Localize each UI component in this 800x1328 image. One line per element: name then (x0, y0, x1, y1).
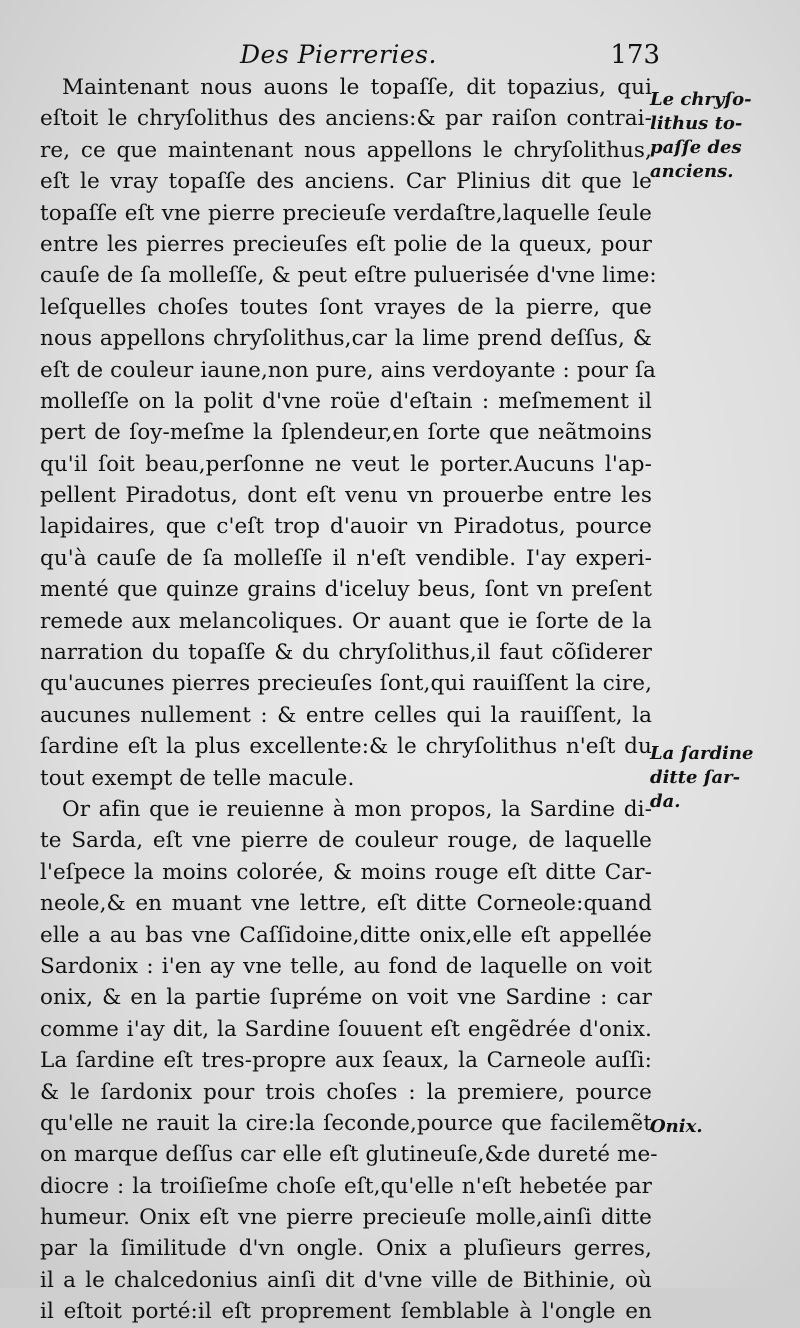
text-line: Maintenant nous auons le topaſſe, dit topazius, qui (62, 75, 652, 100)
margin-note-line: lithus to- (650, 113, 743, 134)
text-line: cauſe de ſa molleſſe, & peut eſtre puluerisée d'vne lime: (40, 263, 657, 289)
text-line: il a le chalcedonius ainſi dit d'vne ville de Bithinie, où (40, 1267, 652, 1293)
text-line: diocre : la troiſieſme choſe eſt,qu'elle n'eſt hebetée par (40, 1173, 652, 1199)
page-header (230, 40, 660, 74)
paragraph-sardine (40, 794, 658, 1328)
text-line: eſtoit le chryſolithus des anciens:& par raiſon contrai- (40, 106, 652, 132)
text-line: menté que quinze grains d'iceluy beus, ſont vn preſent (40, 577, 652, 603)
text-line: ſardine eſt la plus excellente:& le chryſolithus n'eſt du (40, 734, 652, 760)
margin-note-line: anciens. (650, 161, 734, 182)
text-line: nous appellons chryſolithus,car la lime prend deſſus, & (40, 326, 652, 352)
paragraph-topaze (40, 72, 657, 794)
margin-note-line: Onix. (650, 1116, 703, 1137)
text-line: onix, & en la partie ſupréme on voit vne Sardine : car (40, 985, 652, 1011)
text-line: il eſtoit porté:il eſt proprement ſemblable à l'ongle en (40, 1299, 652, 1325)
text-line: molleſſe on la polit d'vne roüe d'eſtain : meſmement il (40, 388, 652, 414)
margin-note-line: ditte ſar- (650, 767, 741, 788)
text-line: qu'il ſoit beau,perſonne ne veut le porter.Aucuns l'ap- (40, 451, 652, 477)
text-line: Or afin que ie reuienne à mon propos, la Sardine di- (62, 796, 652, 822)
text-line: leſquelles choſes toutes ſont vrayes de la pierre, que (40, 294, 652, 320)
text-line: neole,& en muant vne lettre, eſt ditte Corneole:quand (40, 891, 652, 917)
text-line: humeur. Onix eſt vne pierre precieuſe molle,ainſi ditte (40, 1205, 652, 1231)
running-title: Des Pierreries. (240, 40, 437, 69)
text-line: & le ſardonix pour trois choſes : la premiere, pource (40, 1079, 652, 1105)
text-line: comme i'ay dit, la Sardine ſouuent eſt engẽdrée d'onix. (40, 1016, 652, 1042)
text-line: eſt le vray topaſſe des anciens. Car Plinius dit que le (40, 169, 652, 195)
text-line: pert de ſoy-meſme la ſplendeur,en ſorte que neãtmoins (40, 420, 652, 446)
text-line: elle a au bas vne Caſſidoine,ditte onix,elle eſt appellée (40, 922, 652, 948)
text-line: eſt de couleur iaune,non pure, ains verdoyante : pour ſa (40, 357, 656, 383)
margin-note-line: Le chryſo- (650, 89, 752, 110)
margin-note-onix (650, 1115, 770, 1139)
text-line: l'eſpece la moins colorée, & moins rouge eſt ditte Car- (40, 859, 652, 885)
text-line: topaſſe eſt vne pierre precieuſe verdaſtre,laquelle ſeule (40, 200, 652, 226)
page-number: 173 (610, 40, 660, 70)
text-line: lapidaires, que c'eſt trop d'auoir vn Piradotus, pource (40, 514, 652, 540)
text-line: narration du topaſſe & du chryſolithus,il faut cõſiderer (40, 640, 652, 666)
text-line: qu'aucunes pierres precieuſes ſont,qui rauiſſent la cire, (40, 671, 652, 697)
text-line: tout exempt de telle macule. (40, 765, 355, 791)
text-line: aucunes nullement : & entre celles qui la rauiſſent, la (40, 702, 652, 728)
margin-note-line: La ſardine (650, 743, 754, 764)
text-line: on marque deſſus car elle eſt glutineuſe,&de dureté me- (40, 1142, 658, 1168)
text-line: pellent Piradotus, dont eſt venu vn prouerbe entre les (40, 483, 652, 509)
text-line: par la ſimilitude d'vn ongle. Onix a pluſieurs gerres, (40, 1236, 652, 1262)
text-line: qu'elle ne rauit la cire:la ſeconde,pource que facilemẽt (40, 1110, 652, 1136)
text-line: te Sarda, eſt vne pierre de couleur rouge, de laquelle (40, 828, 652, 854)
margin-note-line: da. (650, 791, 681, 812)
margin-note-line: paſſe des (650, 137, 742, 158)
text-line: qu'à cauſe de ſa molleſſe il n'eſt vendible. I'ay experi- (40, 545, 652, 571)
text-line: remede aux melancoliques. Or auant que ie ſorte de la (40, 608, 652, 634)
margin-note-sardine (650, 742, 770, 814)
margin-note-topaze (650, 88, 770, 184)
text-line: Sardonix : i'en ay vne telle, au fond de laquelle on voit (40, 953, 652, 979)
text-line: La ſardine eſt tres-propre aux ſeaux, la Carneole auſſi: (40, 1048, 652, 1074)
text-line: re, ce que maintenant nous appellons le chryſolithus, (40, 137, 652, 163)
text-line: entre les pierres precieuſes eſt polie de la queux, pour (40, 231, 652, 257)
body-text (40, 72, 658, 1328)
